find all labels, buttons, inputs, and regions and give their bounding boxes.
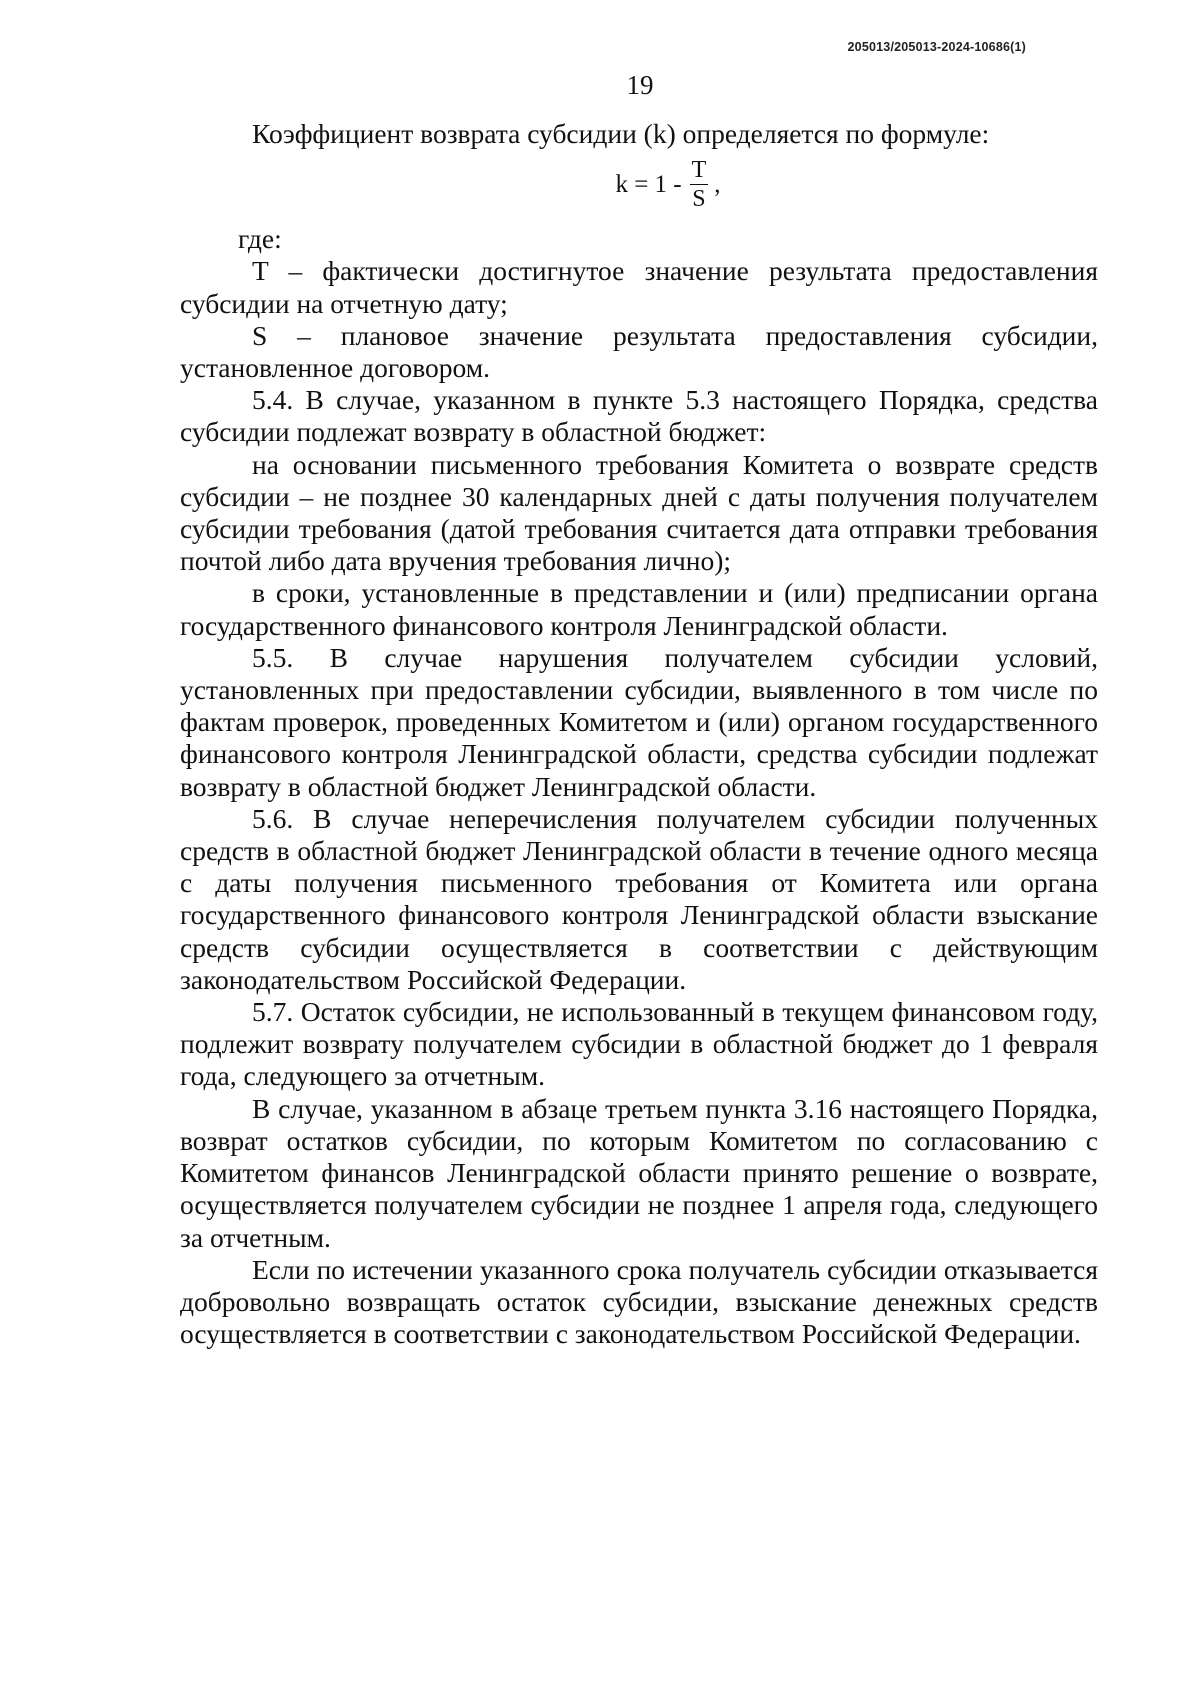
paragraph: T – фактически достигнутое значение результата предоставления субсидии на отчетную дату; <box>180 255 1098 319</box>
formula-lhs: k = 1 - <box>615 171 682 199</box>
paragraph: 5.5. В случае нарушения получателем субсидии условий, установленных при предоставлении субсидии, выявленного в том числе по фактам проверок, проведенных Комитетом и (или) органом государственного финансового контроля Ленинградской области, средства субсидии подлежат возврату в областной бюджет Ленинградской области. <box>180 641 1098 802</box>
paragraph: на основании письменного требования Комитета о возврате средств субсидии – не позднее 30 календарных дней с даты получения получателем субсидии требования (датой требования считается дата отправки требования почтой либо дата вручения требования лично); <box>180 448 1098 577</box>
formula-fraction <box>690 158 709 211</box>
where-label: где: <box>238 223 282 255</box>
formula-denominator: S <box>692 186 706 213</box>
document-body <box>180 118 1098 1350</box>
formula <box>238 158 1098 211</box>
paragraph: В случае, указанном в абзаце третьем пункта 3.16 настоящего Порядка, возврат остатков субсидии, по которым Комитетом по согласованию с Комитетом финансов Ленинградской области принято решение о возврате, осуществляется получателем субсидии не позднее 1 апреля года, следующего за отчетным. <box>180 1092 1098 1253</box>
paragraph: 5.6. В случае неперечисления получателем субсидии полученных средств в областной бюджет Ленинградской области в течение одного месяца с даты получения письменного требования от Комитета или органа государственного финансового контроля Ленинградской области взыскание средств субсидии осуществляется в соответствии с действующим законодательством Российской Федерации. <box>180 802 1098 995</box>
page-number: 19 <box>626 70 654 100</box>
document-id: 205013/205013-2024-10686(1) <box>847 40 1026 54</box>
paragraph: в сроки, установленные в представлении и (или) предписании органа государственного финансового контроля Ленинградской области. <box>180 577 1098 641</box>
formula-trailing: , <box>714 171 721 199</box>
paragraph: S – плановое значение результата предоставления субсидии, установленное договором. <box>180 319 1098 384</box>
formula-numerator: T <box>691 157 707 184</box>
paragraph: 5.4. В случае, указанном в пункте 5.3 настоящего Порядка, средства субсидии подлежат возврату в областной бюджет: <box>180 384 1098 448</box>
paragraph: 5.7. Остаток субсидии, не использованный в текущем финансовом году, подлежит возврату получателем субсидии в областной бюджет до 1 февраля года, следующего за отчетным. <box>180 996 1098 1092</box>
paragraph: Если по истечении указанного срока получатель субсидии отказывается добровольно возвращать остаток субсидии, взыскание денежных средств осуществляется в соответствии с законодательством Российской Федерации. <box>180 1253 1098 1350</box>
formula-intro: Коэффициент возврата субсидии (k) определяется по формуле: <box>252 118 990 149</box>
